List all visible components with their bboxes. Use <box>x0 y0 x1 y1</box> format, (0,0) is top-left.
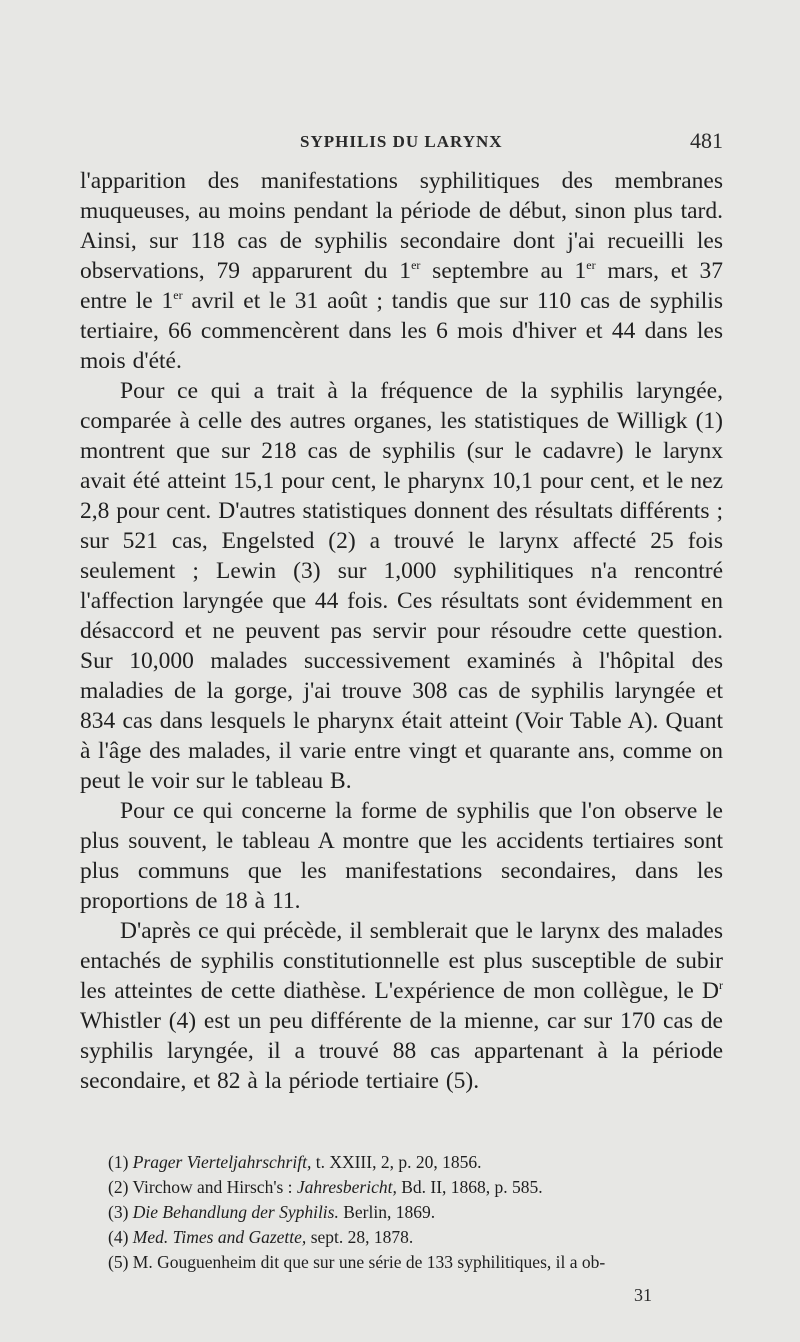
text-run: septembre au 1 <box>420 258 587 284</box>
footnote-title: Prager Vierteljahrschrift, <box>132 1152 312 1172</box>
paragraph-1 <box>80 166 723 376</box>
footnote-number: (4) <box>108 1227 129 1247</box>
footnote-2 <box>108 1175 723 1200</box>
running-title: SYPHILIS DU LARYNX <box>300 132 503 151</box>
footnote-number: (1) <box>108 1152 129 1172</box>
footnote-4 <box>108 1225 723 1250</box>
footnote-number: (3) <box>108 1202 129 1222</box>
footnote-text: Virchow and Hirsch's : <box>132 1177 297 1197</box>
text-run: D'après ce qui précède, il semblerait que le larynx des malades entachés de syphilis constitutionnelle est plus susceptible de subir les atteintes de cette diathèse. L'expérience de mon collègue, le D <box>80 918 723 1004</box>
signature-mark: 31 <box>634 1285 652 1305</box>
paragraph-2: Pour ce qui a trait à la fréquence de la syphilis laryngée, comparée à celle des autres organes, les statistiques de Willigk (1) montrent que sur 218 cas de syphilis (sur le cadavre) le larynx avait été atteint 15,1 pour cent, le pharynx 10,1 pour cent, et le nez 2,8 pour cent. D'autres statistiques donnent des résultats différents ; sur 521 cas, Engelsted (2) a trouvé le larynx affecté 25 fois seulement ; Lewin (3) sur 1,000 syphilitiques n'a rencontré l'affection laryngée que 44 fois. Ces résultats sont évidemment en désaccord et ne peuvent pas servir pour résoudre cette question. Sur 10,000 malades successivement examinés à l'hôpital des maladies de la gorge, j'ai trouve 308 cas de syphilis laryngée et 834 cas dans lesquels le pharynx était atteint (Voir Table A). Quant à l'âge des malades, il varie entre vingt et quarante ans, comme on peut le voir sur le tableau B. <box>80 378 723 794</box>
footnote-5 <box>108 1250 723 1275</box>
footnote-1 <box>108 1150 723 1175</box>
text-run: avril et le 31 août ; tandis que sur 110 cas de syphilis tertiaire, 66 commencèrent dans les 6 mois d'hiver et 44 dans les mois d'été. <box>80 288 723 374</box>
footnote-title: Med. Times and Gazette, <box>132 1227 307 1247</box>
text-run: mars, et 37 entre le 1 <box>80 258 724 314</box>
paragraph-4 <box>80 916 723 1096</box>
footnote-number: (5) <box>108 1252 129 1272</box>
footnote-number: (2) <box>108 1177 129 1197</box>
superscript: er <box>173 288 183 302</box>
footnote-text: t. XXIII, 2, p. 20, 1856. <box>311 1152 482 1172</box>
text-run: Whistler (4) est un peu différente de la mienne, car sur 170 cas de syphilis laryngée, il a trouvé 88 cas appartenant à la période secondaire, et 82 à la période tertiaire (5). <box>80 1008 723 1094</box>
superscript: r <box>719 978 723 992</box>
footnote-title: Jahresbericht, <box>296 1177 397 1197</box>
footnote-title: Die Behandlung der Syphilis. <box>132 1202 339 1222</box>
paragraph-3: Pour ce qui concerne la forme de syphilis que l'on observe le plus souvent, le tableau A montre que les accidents tertiaires sont plus communs que les manifestations secondaires, dans les proportions de 18 à 11. <box>80 798 723 914</box>
superscript: er <box>586 258 596 272</box>
footnote-text: Bd. II, 1868, p. 585. <box>396 1177 543 1197</box>
footnote-text: sept. 28, 1878. <box>306 1227 414 1247</box>
body-text <box>80 166 723 1096</box>
footnote-3 <box>108 1200 723 1225</box>
footnote-text: Berlin, 1869. <box>338 1202 436 1222</box>
page-number: 481 <box>690 128 723 153</box>
superscript: er <box>411 258 421 272</box>
footnote-text: M. Gouguenheim dit que sur une série de 133 syphilitiques, il a ob- <box>132 1252 606 1272</box>
page-header <box>80 128 723 158</box>
text-run: l'apparition des manifestations syphilitiques des membranes muqueuses, au moins pendant la période de début, sinon plus tard. Ainsi, sur 118 cas de syphilis secondaire dont j'ai recueilli les observations, 79 apparurent du 1 <box>80 168 723 284</box>
footnotes <box>108 1150 723 1275</box>
